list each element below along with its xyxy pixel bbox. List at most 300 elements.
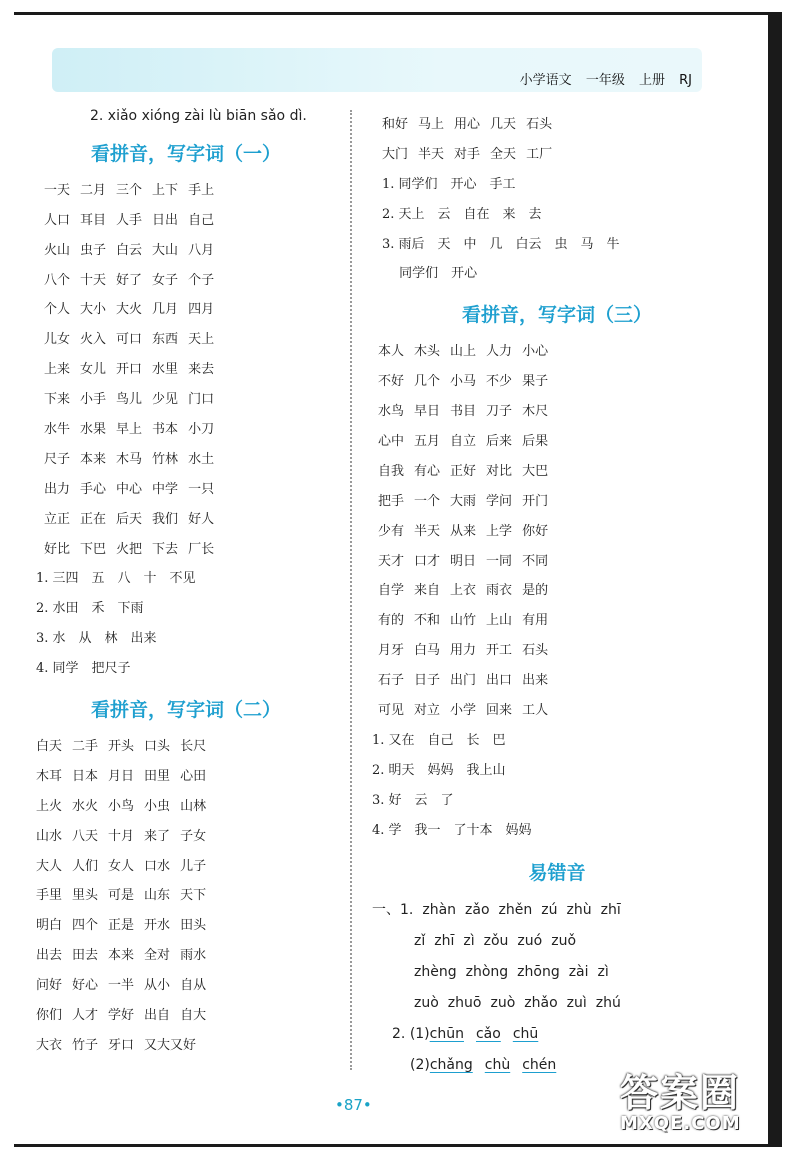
- word-answer: 你们: [36, 1008, 63, 1024]
- word-row: [36, 415, 336, 445]
- word-answer: 心中: [378, 434, 405, 450]
- word-row: [36, 206, 336, 236]
- word-answer: 后天: [116, 511, 143, 527]
- word-answer: 月牙: [378, 643, 405, 659]
- word-row: [36, 385, 336, 415]
- page-border-right: [768, 12, 782, 1147]
- word-answer: 石子: [378, 673, 405, 689]
- word-answer: 问好: [36, 978, 63, 994]
- section-1-answers: [36, 564, 336, 684]
- yicuo-answers: [372, 895, 742, 1081]
- word-answer: 上下: [152, 182, 179, 198]
- word-answer: 田头: [180, 918, 207, 934]
- word-answer: 大门: [382, 146, 409, 162]
- word-answer: 人才: [72, 1008, 99, 1024]
- word-answer: 木马: [116, 451, 143, 467]
- word-answer: 八个: [44, 272, 71, 288]
- word-answer: 有用: [522, 613, 549, 629]
- word-answer: 手里: [36, 888, 63, 904]
- word-answer: 一只: [188, 481, 215, 497]
- word-answer: 水果: [80, 422, 107, 438]
- word-answer: 日本: [72, 768, 99, 784]
- word-answer: 下巴: [80, 541, 107, 557]
- word-answer: 女儿: [80, 362, 107, 378]
- section-2-word-grid: [36, 732, 336, 1061]
- word-answer: 出力: [44, 481, 71, 497]
- pinyin-answer: zài: [568, 964, 589, 981]
- word-answer: 火入: [80, 332, 107, 348]
- word-answer: 不好: [378, 374, 405, 390]
- question-number: 一、1.: [372, 902, 414, 919]
- word-answer: 出来: [522, 673, 549, 689]
- word-row: [36, 822, 336, 852]
- word-answer: 自我: [378, 463, 405, 479]
- word-answer: 鸟儿: [116, 392, 143, 408]
- word-row: [36, 852, 336, 882]
- word-answer: 水牛: [44, 422, 71, 438]
- word-answer: 耳目: [80, 212, 107, 228]
- word-answer: 东西: [152, 332, 179, 348]
- word-answer: 人手: [116, 212, 143, 228]
- word-answer: 小学: [450, 703, 477, 719]
- word-answer: 火把: [116, 541, 143, 557]
- pinyin-answer: zhěn: [498, 902, 533, 919]
- underlined-pinyin: chù: [484, 1057, 511, 1074]
- underlined-pinyin: cǎo: [475, 1026, 501, 1043]
- word-answer: 用力: [450, 643, 477, 659]
- pinyin-answer: zì: [597, 964, 609, 981]
- word-answer: 书本: [152, 422, 179, 438]
- pinyin-answer: zuì: [566, 995, 587, 1012]
- answer-line: 1. 又在 自己 长 巴: [372, 732, 506, 748]
- word-answer: 全天: [490, 146, 517, 162]
- word-answer: 三个: [116, 182, 143, 198]
- word-answer: 少见: [152, 392, 179, 408]
- word-row: [372, 457, 742, 487]
- q2-2-label: (2): [410, 1057, 430, 1074]
- answer-line: 4. 学 我一 了十本 妈妈: [372, 822, 532, 838]
- word-answer: 虫子: [80, 242, 107, 258]
- pinyin-answer: zhèng: [414, 964, 457, 981]
- word-answer: 大小: [80, 302, 107, 318]
- word-answer: 下来: [44, 392, 71, 408]
- word-answer: 不和: [414, 613, 441, 629]
- word-answer: 大巴: [522, 463, 549, 479]
- word-answer: 口头: [144, 739, 171, 755]
- word-row: [36, 792, 336, 822]
- column-divider: [350, 110, 352, 1070]
- watermark-logo: [620, 1062, 790, 1152]
- word-answer: 水火: [72, 798, 99, 814]
- word-answer: 小虫: [144, 798, 171, 814]
- pinyin-answer: zhuō: [447, 995, 482, 1012]
- word-answer: 女人: [108, 858, 135, 874]
- word-answer: 小手: [80, 392, 107, 408]
- pinyin-answer: zì: [463, 933, 475, 950]
- word-answer: 少有: [378, 523, 405, 539]
- word-answer: 月日: [108, 768, 135, 784]
- word-answer: 山东: [144, 888, 171, 904]
- word-row: [36, 475, 336, 505]
- header-volume: 上册: [638, 73, 665, 88]
- word-answer: 开头: [108, 739, 135, 755]
- word-answer: 大火: [116, 302, 143, 318]
- pinyin-answer: zhōng: [517, 964, 560, 981]
- word-answer: 出口: [486, 673, 513, 689]
- word-row: [36, 325, 336, 355]
- word-answer: 一半: [108, 978, 135, 994]
- word-row: [36, 971, 336, 1001]
- word-answer: 长尺: [180, 739, 207, 755]
- word-answer: 上火: [36, 798, 63, 814]
- word-answer: 牙口: [108, 1037, 135, 1053]
- page-header: [510, 69, 692, 88]
- word-answer: 木耳: [36, 768, 63, 784]
- word-answer: 小马: [450, 374, 477, 390]
- word-answer: 山林: [180, 798, 207, 814]
- word-answer: 几天: [490, 117, 517, 132]
- word-answer: 五月: [414, 434, 441, 450]
- word-answer: 雨衣: [486, 583, 513, 599]
- word-row: [372, 547, 742, 577]
- word-answer: 日子: [414, 673, 441, 689]
- header-subject: 小学语文: [519, 73, 572, 88]
- word-answer: 竹林: [152, 451, 179, 467]
- word-row: [36, 941, 336, 971]
- pinyin-answer: zuǒ: [551, 933, 577, 950]
- left-column: [36, 102, 336, 1061]
- word-answer: 正在: [80, 511, 107, 527]
- word-row: [36, 1031, 336, 1061]
- pinyin-answer: zhī: [434, 933, 455, 950]
- word-answer: 和好: [382, 117, 409, 132]
- word-answer: 学好: [108, 1008, 135, 1024]
- word-row: [36, 295, 336, 325]
- word-answer: 女子: [152, 272, 179, 288]
- word-answer: 来去: [188, 362, 215, 378]
- pinyin-answer: zhòng: [465, 964, 509, 981]
- word-answer: 开水: [144, 918, 171, 934]
- right-column: [372, 110, 742, 1081]
- word-answer: 水里: [152, 362, 179, 378]
- word-answer: 八月: [188, 242, 215, 258]
- word-answer: 对比: [486, 463, 513, 479]
- answer-line: 2. 天上 云 自在 来 去: [382, 206, 542, 222]
- word-answer: 水鸟: [378, 404, 405, 420]
- word-answer: 有的: [378, 613, 405, 629]
- word-row: [36, 762, 336, 792]
- word-row: [36, 236, 336, 266]
- word-answer: 有心: [414, 463, 441, 479]
- section-1-word-grid: [36, 176, 336, 565]
- word-answer: 自大: [180, 1008, 207, 1024]
- underlined-pinyin: chūn: [429, 1026, 464, 1043]
- word-answer: 小鸟: [108, 798, 135, 814]
- word-answer: 来自: [414, 583, 441, 599]
- word-row: [372, 606, 742, 636]
- pinyin-answer: zhǎo: [524, 995, 558, 1012]
- word-answer: 雨水: [180, 948, 207, 964]
- word-answer: 回来: [486, 703, 513, 719]
- word-answer: 出门: [450, 673, 477, 689]
- underlined-pinyin: chén: [522, 1057, 557, 1074]
- word-answer: 本来: [108, 948, 135, 964]
- pinyin-answer: zhàn: [422, 902, 457, 919]
- answer-line: 1. 同学们 开心 手工: [382, 176, 516, 192]
- pinyin-answer: zú: [541, 902, 558, 919]
- word-answer: 十月: [108, 828, 135, 844]
- word-answer: 大山: [152, 242, 179, 258]
- q2-1-label: (1): [409, 1026, 430, 1043]
- word-answer: 手上: [188, 182, 215, 198]
- word-answer: 天下: [180, 888, 207, 904]
- word-answer: 一同: [486, 553, 513, 569]
- word-answer: 日出: [152, 212, 179, 228]
- word-answer: 几个: [414, 374, 441, 390]
- word-answer: 半天: [414, 523, 441, 539]
- underlined-pinyin: chū: [512, 1026, 539, 1043]
- word-row: [36, 266, 336, 296]
- word-answer: 火山: [44, 242, 71, 258]
- word-row: [372, 576, 742, 606]
- word-answer: 不少: [486, 374, 513, 390]
- word-answer: 门口: [188, 392, 215, 408]
- word-answer: 把手: [378, 493, 405, 509]
- word-answer: 又大又好: [144, 1037, 197, 1053]
- word-row: [36, 176, 336, 206]
- word-answer: 好心: [72, 978, 99, 994]
- header-grade: 一年级: [585, 73, 625, 88]
- word-answer: 人口: [44, 212, 71, 228]
- word-answer: 上来: [44, 362, 71, 378]
- word-answer: 白天: [36, 739, 63, 755]
- word-answer: 田里: [144, 768, 171, 784]
- word-answer: 中心: [116, 481, 143, 497]
- page-number: •87•: [335, 1096, 372, 1114]
- word-answer: 好人: [188, 511, 215, 527]
- word-answer: 半天: [418, 146, 445, 162]
- word-answer: 木尺: [522, 404, 549, 420]
- section-title-4: 易错音: [528, 862, 586, 885]
- word-answer: 正是: [108, 918, 135, 934]
- word-row: [36, 732, 336, 762]
- word-answer: 开口: [116, 362, 143, 378]
- word-answer: 子女: [180, 828, 207, 844]
- watermark-url: MXQE.COM: [620, 1113, 741, 1134]
- word-row: [372, 397, 742, 427]
- word-answer: 用心: [454, 117, 481, 132]
- answer-line: 1. 三四 五 八 十 不见: [36, 571, 196, 587]
- word-answer: 后果: [522, 434, 549, 450]
- word-answer: 口水: [144, 858, 171, 874]
- word-answer: 自从: [180, 978, 207, 994]
- word-answer: 本来: [80, 451, 107, 467]
- word-answer: 白马: [414, 643, 441, 659]
- answer-line: 3. 雨后 天 中 几 白云 虫 马 牛: [382, 236, 620, 252]
- word-answer: 手心: [80, 481, 107, 497]
- section-3-answers: [372, 726, 742, 846]
- word-row: [36, 505, 336, 535]
- word-answer: 刀子: [486, 404, 513, 420]
- word-answer: 白云: [116, 242, 143, 258]
- word-row: [372, 666, 742, 696]
- word-answer: 口才: [414, 553, 441, 569]
- word-answer: 本人: [378, 344, 405, 360]
- word-answer: 小刀: [188, 422, 215, 438]
- answer-line: 2. 明天 妈妈 我上山: [372, 762, 506, 778]
- word-answer: 上山: [486, 613, 513, 629]
- word-row: [372, 517, 742, 547]
- word-answer: 大雨: [450, 493, 477, 509]
- answer-line: 2. 水田 禾 下雨: [36, 601, 144, 617]
- word-answer: 田去: [72, 948, 99, 964]
- word-answer: 马上: [418, 117, 445, 132]
- word-row: [372, 427, 742, 457]
- word-answer: 山竹: [450, 613, 477, 629]
- word-row: [372, 337, 742, 367]
- word-answer: 二手: [72, 739, 99, 755]
- word-answer: 全对: [144, 948, 171, 964]
- word-answer: 尺子: [44, 451, 71, 467]
- word-answer: 石头: [522, 643, 549, 659]
- yicuo-q2-part1: [372, 1019, 742, 1050]
- word-answer: 出自: [144, 1008, 171, 1024]
- word-answer: 一天: [44, 182, 71, 198]
- word-answer: 小心: [522, 344, 549, 360]
- word-row: [36, 355, 336, 385]
- answer-line: 4. 同学 把尺子: [36, 661, 131, 677]
- pinyin-row: [372, 926, 742, 957]
- word-answer: 山水: [36, 828, 63, 844]
- word-answer: 自立: [450, 434, 477, 450]
- word-answer: 天上: [188, 332, 215, 348]
- word-answer: 是的: [522, 583, 549, 599]
- word-answer: 四个: [72, 918, 99, 934]
- word-answer: 早日: [414, 404, 441, 420]
- word-answer: 竹子: [72, 1037, 99, 1053]
- pinyin-answer: zǎo: [465, 902, 490, 919]
- word-answer: 一个: [414, 493, 441, 509]
- word-answer: 早上: [116, 422, 143, 438]
- word-answer: 四月: [188, 302, 215, 318]
- word-answer: 好比: [44, 541, 71, 557]
- word-answer: 心田: [180, 768, 207, 784]
- word-answer: 我们: [152, 511, 179, 527]
- section-title-1: 看拼音，写字词（一）: [90, 142, 281, 165]
- pinyin-answer: zhù: [566, 902, 592, 919]
- underlined-pinyin: chǎng: [429, 1057, 473, 1074]
- word-answer: 开工: [486, 643, 513, 659]
- pinyin-row: [372, 988, 742, 1019]
- word-answer: 工厂: [526, 146, 553, 162]
- section-3-word-grid: [372, 337, 742, 726]
- word-answer: 可是: [108, 888, 135, 904]
- word-answer: 正好: [450, 463, 477, 479]
- word-answer: 儿女: [44, 332, 71, 348]
- word-answer: 人力: [486, 344, 513, 360]
- word-answer: 学问: [486, 493, 513, 509]
- pinyin-answer: zuò: [490, 995, 516, 1012]
- pinyin-row: [372, 895, 742, 926]
- word-answer: 自己: [188, 212, 215, 228]
- pinyin-answer: zhú: [595, 995, 621, 1012]
- word-answer: 天才: [378, 553, 405, 569]
- answer-line: 同学们 开心: [382, 266, 478, 282]
- word-answer: 儿子: [180, 858, 207, 874]
- word-row: [36, 911, 336, 941]
- word-row: [372, 487, 742, 517]
- word-answer: 来了: [144, 828, 171, 844]
- word-answer: 对立: [414, 703, 441, 719]
- word-answer: 立正: [44, 511, 71, 527]
- word-row: [36, 881, 336, 911]
- word-answer: 开门: [522, 493, 549, 509]
- continued-word-grid: [372, 110, 742, 170]
- word-answer: 大衣: [36, 1037, 63, 1053]
- word-answer: 石头: [526, 117, 553, 132]
- pinyin-answer-line: 2. xiǎo xióng zài lù biān sǎo dì.: [90, 108, 307, 124]
- word-answer: 果子: [522, 374, 549, 390]
- word-answer: 木头: [414, 344, 441, 360]
- word-answer: 可见: [378, 703, 405, 719]
- word-row: [372, 140, 742, 170]
- pinyin-answer: zhī: [600, 902, 621, 919]
- word-answer: 大人: [36, 858, 63, 874]
- word-answer: 人们: [72, 858, 99, 874]
- section-title-2: 看拼音，写字词（二）: [90, 699, 281, 722]
- word-row: [372, 636, 742, 666]
- word-answer: 自学: [378, 583, 405, 599]
- answer-line: 3. 好 云 了: [372, 792, 454, 808]
- word-answer: 十天: [80, 272, 107, 288]
- word-answer: 可口: [116, 332, 143, 348]
- page-border-top: [14, 12, 772, 15]
- word-answer: 山上: [450, 344, 477, 360]
- word-answer: 几月: [152, 302, 179, 318]
- section-title-3: 看拼音，写字词（三）: [461, 304, 652, 327]
- pinyin-answer: zuó: [517, 933, 543, 950]
- continued-answers: [372, 170, 742, 290]
- word-row: [36, 1001, 336, 1031]
- word-answer: 水土: [188, 451, 215, 467]
- word-answer: 明白: [36, 918, 63, 934]
- word-answer: 里头: [72, 888, 99, 904]
- word-answer: 不同: [522, 553, 549, 569]
- word-row: [372, 367, 742, 397]
- word-answer: 厂长: [188, 541, 215, 557]
- word-answer: 八天: [72, 828, 99, 844]
- word-answer: 二月: [80, 182, 107, 198]
- word-answer: 你好: [522, 523, 549, 539]
- word-answer: 个子: [188, 272, 215, 288]
- pinyin-answer: zǒu: [483, 933, 509, 950]
- word-row: [372, 696, 742, 726]
- word-answer: 明日: [450, 553, 477, 569]
- word-answer: 上衣: [450, 583, 477, 599]
- pinyin-answer: zǐ: [414, 933, 426, 950]
- word-answer: 从小: [144, 978, 171, 994]
- header-edition: RJ: [679, 73, 692, 88]
- word-answer: 后来: [486, 434, 513, 450]
- word-row: [36, 445, 336, 475]
- watermark-title: 答案圈: [620, 1071, 741, 1115]
- word-answer: 好了: [116, 272, 143, 288]
- word-answer: 上学: [486, 523, 513, 539]
- pinyin-row: [372, 957, 742, 988]
- word-answer: 个人: [44, 302, 71, 318]
- word-row: [372, 110, 742, 140]
- word-answer: 工人: [522, 703, 549, 719]
